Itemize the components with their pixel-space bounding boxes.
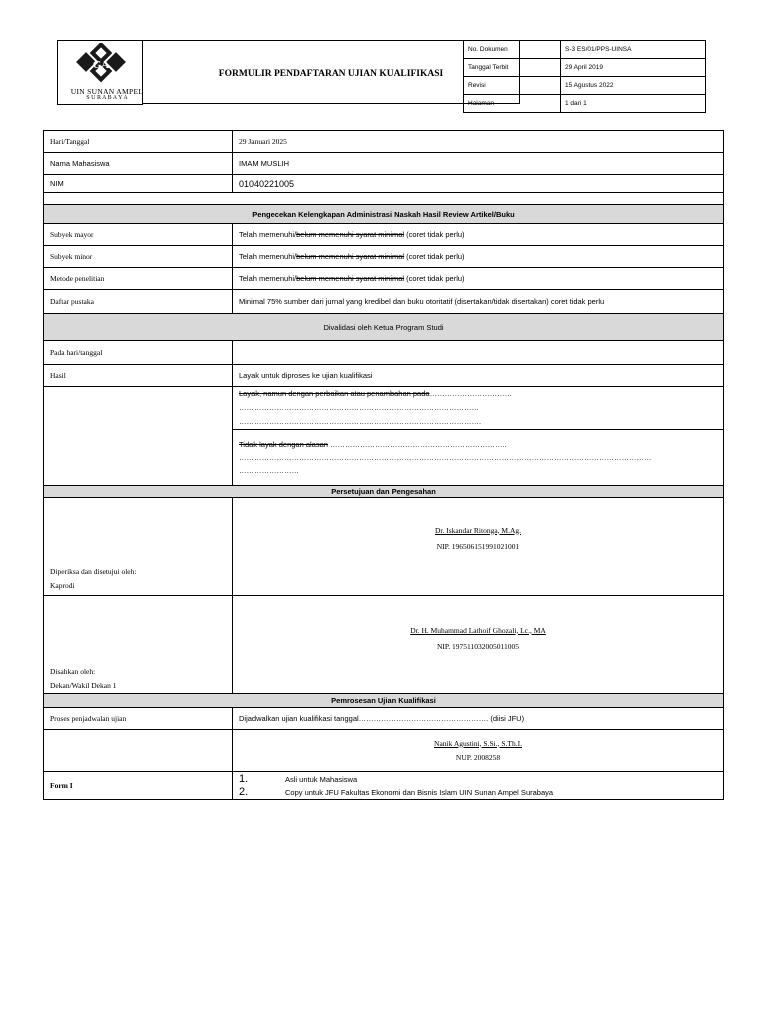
nama-label: Nama Mahasiswa: [44, 153, 233, 175]
dekan-signature-cell: [233, 596, 724, 694]
spacer-row: [44, 193, 724, 205]
kaprodi-label-line1: Diperiksa dan disetujui oleh:: [50, 567, 137, 576]
dots: ……………………………………………………………………………………: [239, 403, 479, 412]
status-text: Telah memenuhi/: [239, 252, 297, 261]
logo-text-line1: UIN SUNAN AMPEL: [70, 87, 144, 96]
jfu-nup: NUP. 2008258: [455, 752, 501, 762]
form-title: FORMULIR PENDAFTARAN UJIAN KUALIFIKASI: [218, 69, 444, 79]
hasil-value: Layak untuk diproses ke ujian kualifikasi: [233, 365, 724, 387]
doc-info-label: Halaman: [464, 95, 561, 113]
dekan-name: Dr. H. Muhammad Lathoif Ghozali, Lc., MA: [410, 625, 546, 635]
nim-value: 01040221005: [233, 175, 724, 193]
hari-value: 29 Januari 2025: [233, 131, 724, 153]
subyek-mayor-label: Subyek mayor: [44, 224, 233, 246]
persetujuan-heading: Persetujuan dan Pengesahan: [44, 486, 724, 498]
metode-value: [233, 268, 724, 290]
subyek-minor-value: [233, 246, 724, 268]
subyek-mayor-value: [233, 224, 724, 246]
doc-info-value: S-3 ES/01/PPS-UINSA: [561, 41, 706, 59]
pustaka-label: Daftar pustaka: [44, 290, 233, 314]
pengecekan-heading: Pengecekan Kelengkapan Administrasi Naskah Hasil Review Artikel/Buku: [44, 205, 724, 224]
list-text: Copy untuk JFU Fakultas Ekonomi dan Bisnis Islam UIN Sunan Ampel Surabaya: [285, 787, 554, 797]
layak-struck-text: Layak, namun dengan perbaikan atau penambahan pada: [239, 389, 430, 398]
doc-info-label: Revisi: [464, 77, 561, 95]
dots: ……………………………: [429, 389, 513, 398]
tidak-struck-text: Tidak layak dengan alasan: [239, 440, 328, 449]
registration-form-table: [43, 130, 724, 800]
struck-text: belum memenuhi syarat minimal: [296, 274, 405, 283]
kaprodi-label-cell: [44, 498, 233, 596]
struck-text: belum memenuhi syarat minimal: [296, 252, 405, 261]
doc-info-label: No. Dokumen: [464, 41, 561, 59]
subyek-minor-label: Subyek minor: [44, 246, 233, 268]
document-info-table: [463, 40, 706, 113]
dots: …………………………………………………………………………………….: [239, 417, 482, 426]
dots: ……………………: [239, 466, 299, 475]
proses-label: Proses penjadwalan ujian: [44, 708, 233, 730]
list-number: 2.: [239, 785, 249, 798]
status-text: Telah memenuhi/: [239, 230, 297, 239]
hasil-label: Hasil: [44, 365, 233, 387]
uinsa-logo-icon: [76, 43, 126, 87]
hari-label: Hari/Tanggal: [44, 131, 233, 153]
metode-label: Metode penelitian: [44, 268, 233, 290]
dekan-nip: NIP. 197511032005011005: [437, 641, 519, 651]
kaprodi-signature-cell: [233, 498, 724, 596]
tidak-layak-cell: [233, 430, 724, 486]
pada-label: Pada hari/tanggal: [44, 341, 233, 365]
nama-value: IMAM MUSLIH: [233, 153, 724, 175]
list-text: Asli untuk Mahasiswa: [285, 774, 358, 784]
note-text: (coret tidak perlu): [404, 274, 465, 283]
kaprodi-name: Dr. Iskandar Ritonga, M.Ag.: [434, 525, 522, 535]
status-text: Telah memenuhi/: [239, 274, 297, 283]
proses-value: Dijadwalkan ujian kualifikasi tanggal……………………………………………. (diisi JFU): [233, 708, 724, 730]
pada-value: [233, 341, 724, 365]
logo-text-line2: S U R A B A Y A: [86, 95, 128, 101]
jfu-name: Nanik Agustini, S.Si., S.Th.I.: [434, 738, 522, 748]
list-number: 1.: [239, 772, 249, 785]
form-label: Form I: [44, 772, 233, 800]
doc-info-label: Tanggal Terbit: [464, 59, 561, 77]
svg-text:GA: GA: [92, 59, 110, 71]
struck-text: belum memenuhi syarat minimal: [296, 230, 405, 239]
document-header: [57, 40, 706, 107]
dekan-label-line2: Dekan/Wakil Dekan 1: [50, 681, 117, 690]
doc-info-value: 15 Agustus 2022: [561, 77, 706, 95]
layak-perbaikan-cell: [233, 387, 724, 430]
jfu-blank-cell: [44, 730, 233, 772]
dekan-label-line1: Disahkan oleh:: [50, 667, 96, 676]
distribution-list: [233, 772, 724, 800]
kaprodi-label-line2: Kaprodi: [50, 581, 75, 590]
jfu-signature-cell: [233, 730, 724, 772]
pustaka-value: Minimal 75% sumber dari jurnal yang kredibel dan buku otoritatif (disertakan/tidak disertakan) coret tidak perlu: [233, 290, 724, 314]
dekan-label-cell: [44, 596, 233, 694]
note-text: (coret tidak perlu): [404, 230, 465, 239]
note-text: (coret tidak perlu): [404, 252, 465, 261]
list-item: [239, 786, 717, 799]
dots: ……………………………………………………………..: [327, 440, 507, 449]
hasil-blank-cell: [44, 387, 233, 486]
pemrosesan-heading: Pemrosesan Ujian Kualifikasi: [44, 694, 724, 708]
doc-info-value: 29 April 2019: [561, 59, 706, 77]
dots: …………………………………………………………………………………………………………………………………………………: [239, 453, 652, 462]
validasi-heading: Divalidasi oleh Ketua Program Studi: [44, 314, 724, 341]
kaprodi-nip: NIP. 196506151991021001: [436, 541, 520, 551]
nim-label: NIM: [44, 175, 233, 193]
list-item: [239, 773, 717, 786]
logo-box: [57, 40, 143, 105]
doc-info-value: 1 dari 1: [561, 95, 706, 113]
